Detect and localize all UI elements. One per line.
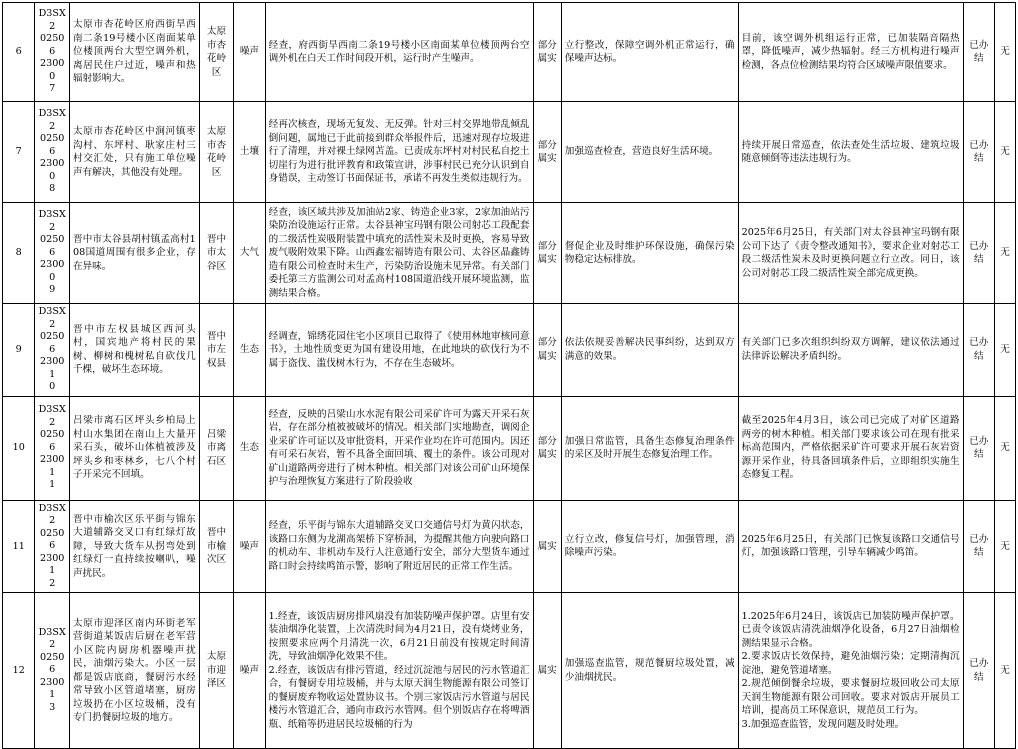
rectification-progress-cell: 2025年6月25日，有关部门已恢复该路口交通信号灯，加强该路口管理，引导车辆减少鸣笛。 xyxy=(738,500,963,593)
rectification-progress-cell: 有关部门已多次组织纠纷双方调解，建议依法通过法律诉讼解决矛盾纠纷。 xyxy=(738,304,963,397)
case-code-cell: D3SX2 02506 23000 8 xyxy=(35,102,70,203)
verdict-cell: 部分 属实 xyxy=(533,3,561,102)
row-number-cell: 11 xyxy=(3,500,35,593)
pollution-type-cell: 生态 xyxy=(234,304,265,397)
district-cell: 太原 市杏 花岭 区 xyxy=(199,102,234,203)
rectification-progress-cell: 1.2025年6月24日，该饭店已加装防噪声保护罩。已责令该饭店清洗油烟净化设备，6月27日油烟检测结果显示合格。 2.要求饭店长效保持，避免油烟污染；定期清掏沉淀池，避免管道堵塞。 2.规范倾倒餐余垃圾，要求餐厨垃圾回收公司太原天润生物能源有限公司回收。要求对饭店开展员工培训，提高员工环保意识，规范员工行为。 3.加强巡查监管，发现问题及时处理。 xyxy=(738,593,963,749)
complaint-content-cell: 太原市杏花岭区中涧河镇枣沟村、东坪村、耿家庄村三村交汇处，只有施工单位噪声有解决，其他没有处理。 xyxy=(69,102,199,203)
pollution-type-cell: 噪声 xyxy=(234,3,265,102)
rectification-target-cell: 立行立改，修复信号灯，加强管理，消除噪声污染。 xyxy=(561,500,738,593)
complaint-content-cell: 太原市迎泽区南内环街老军营街道某饭店后厨在老军营小区院内厨房机器噪声扰民，油烟污染大。小区一层都是饭店底商，餐厨污水经常导致小区管道堵塞，厨房垃圾扔在小区垃圾桶，没有专门扔餐厨垃圾的地方。 xyxy=(69,593,199,749)
case-code-cell: D3SX2 02506 23001 2 xyxy=(35,500,70,593)
table-row xyxy=(3,102,1016,203)
complaint-table xyxy=(2,2,1016,749)
district-cell: 太原 市杏 花岭 区 xyxy=(199,3,234,102)
handling-status-cell: 已办 结 xyxy=(963,102,994,203)
accountability-cell: 无 xyxy=(995,593,1016,749)
table-row xyxy=(3,3,1016,102)
accountability-cell: 无 xyxy=(995,3,1016,102)
complaint-content-cell: 晋中市榆次区乐平街与锦东大道辅路交叉口有红绿灯故障，导致大货车从拐弯处到红绿灯一直持续按喇叭，噪声扰民。 xyxy=(69,500,199,593)
row-number-cell: 10 xyxy=(3,396,35,500)
investigation-result-cell: 经查，府西街旱西南二条19号楼小区南面某单位楼顶两台空调外机在白天工作时间段开机，运行时产生噪声。 xyxy=(265,3,533,102)
table-row xyxy=(3,593,1016,749)
row-number-cell: 12 xyxy=(3,593,35,749)
investigation-result-cell: 1.经查，该饭店厨房排风扇没有加装防噪声保护罩。店里有安装油烟净化装置，上次清洗时间为4月21日，没有烧烤业务，按照要求应两个月清洗一次，6月21日前没有按规定时间清洗，导致油烟净化效果不佳。 2.经查，该饭店有排污管道，经过沉淀池与居民的污水管道汇合，有餐厨专用垃圾桶，并与太原天润生物能源有限公司签订的餐厨废弃物收运处置协议书。个别三家饭店污水管道与居民楼污水管道汇合，通向市政污水管网。但个别饭店存在将啤酒瓶、纸箱等扔进居民垃圾桶的行为 xyxy=(265,593,533,749)
table-row xyxy=(3,396,1016,500)
verdict-cell: 部分 属实 xyxy=(533,102,561,203)
district-cell: 晋中 市榆 次区 xyxy=(199,500,234,593)
verdict-cell: 属实 xyxy=(533,500,561,593)
rectification-target-cell: 督促企业及时维护环保设施，确保污染物稳定达标排放。 xyxy=(561,203,738,304)
accountability-cell: 无 xyxy=(995,396,1016,500)
investigation-result-cell: 经查，该区域共涉及加油站2家、铸造企业3家，2家加油站污染防治设施运行正常。太谷县神宝玛钢有限公司射芯工段配套的二级活性炭吸附装置中填充的活性炭未及时更换，容易导致废气吸附效果下降。山西鑫宏福铸造有限公司、太谷区晶鑫铸造有限公司检查时未生产，污染防治设施未见异常。有关部门委托第三方监测公司对孟高村108国道沿线开展环境监测，监测结果合格。 xyxy=(265,203,533,304)
rectification-target-cell: 加强巡查监管，规范餐厨垃圾处置，减少油烟扰民。 xyxy=(561,593,738,749)
case-code-cell: D3SX2 02506 23001 3 xyxy=(35,593,70,749)
row-number-cell: 6 xyxy=(3,3,35,102)
investigation-result-cell: 经再次核查，现场无复发、无反弹。针对三村交界地带乱倾乱倒问题，属地已于此前接到群众举报件后，迅速对现存垃圾进行了清理，并对裸土绿网苫盖。已责成东坪村对村民私自挖土切崖行为进行批评教育和政策宣讲，涉事村民已充分认识到自身错误，主动签订书面保证书，承诺不再发生类似违规行为。 xyxy=(265,102,533,203)
case-code-cell: D3SX2 02506 23000 7 xyxy=(35,3,70,102)
pollution-type-cell: 噪声 xyxy=(234,500,265,593)
investigation-result-cell: 经查，反映的吕梁山水水泥有限公司采矿许可为露天开采石灰岩，存在部分植被被破坏的情况。相关部门实地勘查，调阅企业采矿许可证以及审批资料，开采作业均在许可范围内。因还有可采石灰岩，暂不具备全面回填、覆土的条件。该公司现对矿山道路两旁进行了树木种植。相关部门对该公司矿山环境保护与治理恢复方案进行了阶段验收 xyxy=(265,396,533,500)
verdict-cell: 部分 属实 xyxy=(533,304,561,397)
case-code-cell: D3SX2 02506 23000 9 xyxy=(35,203,70,304)
accountability-cell: 无 xyxy=(995,304,1016,397)
rectification-progress-cell: 截至2025年4月3日，该公司已完成了对矿区道路两旁的树木种植。相关部门要求该公司在现有批采标高范围内，严格依据采矿许可要求开展石灰岩资源开采作业，待具备回填条件后，立即组织实施生态修复工程。 xyxy=(738,396,963,500)
accountability-cell: 无 xyxy=(995,102,1016,203)
handling-status-cell: 已办 结 xyxy=(963,593,994,749)
rectification-target-cell: 加强巡查检查，营造良好生活环境。 xyxy=(561,102,738,203)
pollution-type-cell: 土壤 xyxy=(234,102,265,203)
pollution-type-cell: 大气 xyxy=(234,203,265,304)
complaint-content-cell: 吕梁市离石区坪头乡柏局上村山水集团在南山上大量开采石头，破坏山体植被涉及坪头乡和枣林乡，七八个村子开采完不回填。 xyxy=(69,396,199,500)
rectification-progress-cell: 目前，该空调外机组运行正常，已加装隔音隔热罩，降低噪声，减少热辐射。经三方机构进行噪声检测，各点位检测结果均符合区域噪声限值要求。 xyxy=(738,3,963,102)
complaint-content-cell: 晋中市左权县城区西河头村，国宾地产将村民的果树、柳树和槐树私自砍伐几千棵，破坏生态环境。 xyxy=(69,304,199,397)
handling-status-cell: 已办 结 xyxy=(963,304,994,397)
complaint-content-cell: 太原市杏花岭区府西街旱西南二条19号楼小区南面某单位楼顶两台大型空调外机，离居民住户过近，噪声和热辐射影响大。 xyxy=(69,3,199,102)
handling-status-cell: 已办 结 xyxy=(963,500,994,593)
pollution-type-cell: 噪声 xyxy=(234,593,265,749)
pollution-type-cell: 生态 xyxy=(234,396,265,500)
table-row xyxy=(3,500,1016,593)
handling-status-cell: 已办 结 xyxy=(963,396,994,500)
rectification-target-cell: 加强日常监管，具备生态修复治理条件的采区及时开展生态修复治理工作。 xyxy=(561,396,738,500)
rectification-progress-cell: 2025年6月25日，有关部门对太谷县神宝玛钢有限公司下达了《责令整改通知书》，要求企业对射芯工段二级活性炭未及时更换问题立行立改。同日，该公司对射芯工段二级活性炭全部完成更换。 xyxy=(738,203,963,304)
complaint-content-cell: 晋中市太谷县胡村镇孟高村108国道周围有很多企业，存在异味。 xyxy=(69,203,199,304)
rectification-target-cell: 立行整改，保障空调外机正常运行，确保噪声达标。 xyxy=(561,3,738,102)
table-row xyxy=(3,203,1016,304)
investigation-result-cell: 经查，乐平街与锦东大道辅路交叉口交通信号灯为黄闪状态，该路口东侧为龙湖高架桥下穿桥洞，为提醒其他方向驶向路口的机动车、非机动车及行人注意通行安全，部分大型货车通过路口时会持续鸣笛示警，影响了附近居民的正常工作生活。 xyxy=(265,500,533,593)
rectification-progress-cell: 持续开展日常巡查，依法查处生活垃圾、建筑垃圾随意倾倒等违法违规行为。 xyxy=(738,102,963,203)
accountability-cell: 无 xyxy=(995,203,1016,304)
handling-status-cell: 已办 结 xyxy=(963,203,994,304)
case-code-cell: D3SX2 02506 23001 0 xyxy=(35,304,70,397)
row-number-cell: 9 xyxy=(3,304,35,397)
district-cell: 吕梁 市离 石区 xyxy=(199,396,234,500)
table-row xyxy=(3,304,1016,397)
investigation-result-cell: 经调查，锦绣花园住宅小区项目已取得了《使用林地审核同意书》，土地性质变更为国有建设用地，在此地块的砍伐行为不属于盗伐、滥伐树木行为，不存在生态破坏。 xyxy=(265,304,533,397)
verdict-cell: 部分 属实 xyxy=(533,203,561,304)
row-number-cell: 8 xyxy=(3,203,35,304)
district-cell: 太原 市迎 泽区 xyxy=(199,593,234,749)
verdict-cell: 属实 xyxy=(533,593,561,749)
accountability-cell: 无 xyxy=(995,500,1016,593)
district-cell: 晋中 市左 权县 xyxy=(199,304,234,397)
handling-status-cell: 已办 结 xyxy=(963,3,994,102)
case-code-cell: D3SX2 02506 23001 1 xyxy=(35,396,70,500)
row-number-cell: 7 xyxy=(3,102,35,203)
verdict-cell: 部分 属实 xyxy=(533,396,561,500)
district-cell: 晋中 市太 谷区 xyxy=(199,203,234,304)
rectification-target-cell: 依法依规妥善解决民事纠纷，达到双方满意的效果。 xyxy=(561,304,738,397)
